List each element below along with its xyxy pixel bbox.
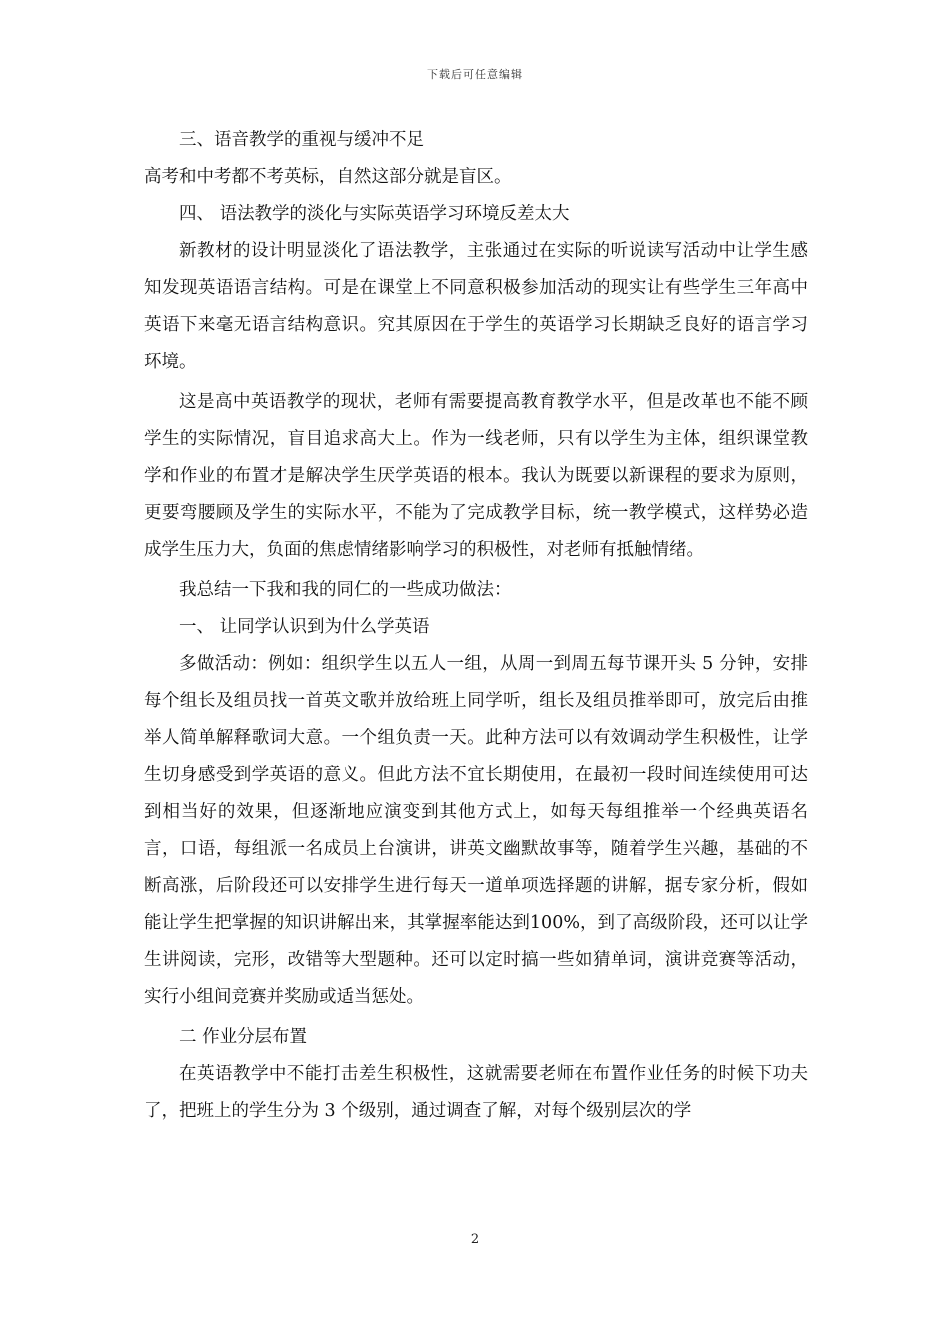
paragraph: 多做活动：例如：组织学生以五人一组，从周一到周五每节课开头 5 分钟，安排每个组长及组员找一首英文歌并放给班上同学听，组长及组员推举即可，放完后由推举人简单解释歌词大意。一个组负责一天。此种方法可以有效调动学生积极性，让学生切身感受到学英语的意义。但此方法不宜长期使用，在最初一段时间连续使用可达到相当好的效果，但逐渐地应演变到其他方式上，如每天每组推举一个经典英语名言，口语，每组派一名成员上台演讲，讲英文幽默故事等，随着学生兴趣，基础的不断高涨，后阶段还可以安排学生进行每天一道单项选择题的讲解，据专家分析，假如能让学生把掌握的知识讲解出来，其掌握率能达到100%，到了高级阶段，还可以让学生讲阅读，完形，改错等大型题种。还可以定时搞一些如猜单词，演讲竞赛等活动，实行小组间竞赛并奖励或适当惩处。 (144, 654, 808, 1007)
paragraph: 高考和中考都不考英标，自然这部分就是盲区。 (144, 167, 512, 187)
page-number: 2 (470, 1232, 480, 1247)
paragraph: 新教材的设计明显淡化了语法教学，主张通过在实际的听说读写活动中让学生感知发现英语语言结构。可是在课堂上不同意积极参加活动的现实让有些学生三年高中英语下来毫无语言结构意识。究其原因在于学生的英语学习长期缺乏良好的语言学习环境。 (144, 241, 808, 372)
paragraph-heading-3: 三、语音教学的重视与缓冲不足 (179, 130, 424, 150)
paragraph-heading-2: 二 作业分层布置 (179, 1027, 308, 1047)
paragraph: 我总结一下我和我的同仁的一些成功做法： (179, 580, 512, 600)
paragraph-heading-4: 四、 语法教学的淡化与实际英语学习环境反差太大 (179, 204, 570, 224)
paragraph: 在英语教学中不能打击差生积极性，这就需要老师在布置作业任务的时候下功夫了，把班上的学生分为 3 个级别，通过调查了解，对每个级别层次的学 (144, 1064, 808, 1121)
paragraph-heading-1: 一、 让同学认识到为什么学英语 (179, 617, 430, 637)
document-body (144, 122, 808, 1130)
paragraph: 这是高中英语教学的现状，老师有需要提高教育教学水平，但是改革也不能不顾学生的实际情况，盲目追求高大上。作为一线老师，只有以学生为主体，组织课堂教学和作业的布置才是解决学生厌学英语的根本。我认为既要以新课程的要求为原则，更要弯腰顾及学生的实际水平，不能为了完成教学目标，统一教学模式，这样势必造成学生压力大，负面的焦虑情绪影响学习的积极性，对老师有抵触情绪。 (144, 392, 808, 560)
page-header: 下载后可任意编辑 (427, 68, 523, 81)
